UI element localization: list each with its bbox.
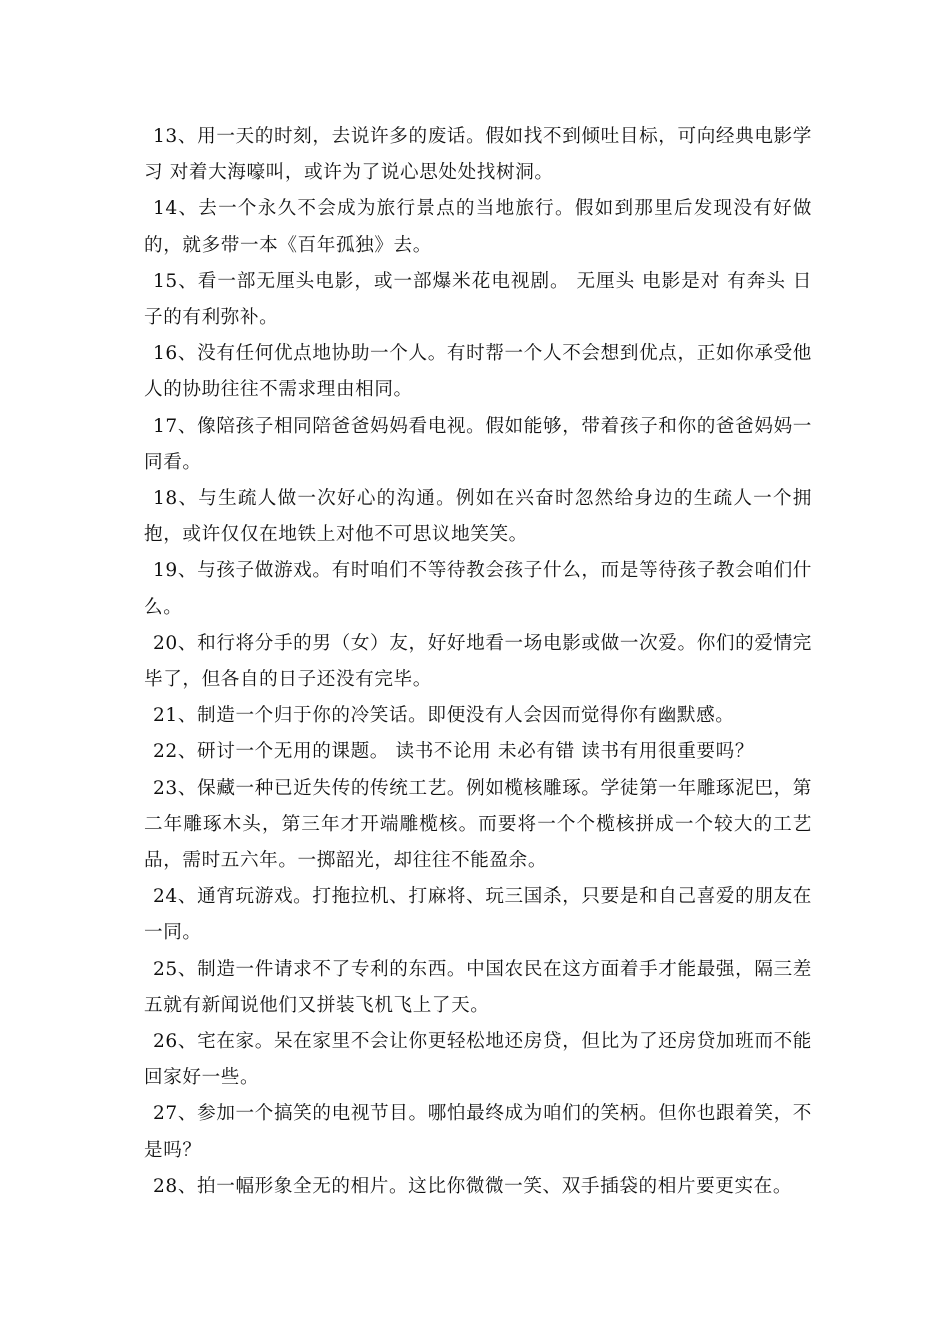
paragraph-22: 22、研讨一个无用的课题。 读书不论用 未必有错 读书有用很重要吗？ bbox=[153, 741, 755, 763]
document-body bbox=[144, 119, 812, 1205]
paragraph-13: 13、用一天的时刻，去说许多的废话。假如找不到倾吐目标，可向经典电影学习 对着大海嚎叫，或许为了说心思处处找树洞。 bbox=[144, 126, 812, 184]
paragraph-28: 28、拍一幅形象全无的相片。这比你微微一笑、双手插袋的相片要更实在。 bbox=[153, 1175, 793, 1197]
paragraph-23: 23、保藏一种已近失传的传统工艺。例如榄核雕琢。学徒第一年雕琢泥巴，第二年雕琢木头，第三年才开端雕榄核。而要将一个个榄核拼成一个较大的工艺品，需时五六年。一掷韶光，却往往不能盈余。 bbox=[144, 777, 812, 872]
paragraph-14: 14、去一个永久不会成为旅行景点的当地旅行。假如到那里后发现没有好做的，就多带一本《百年孤独》去。 bbox=[144, 198, 812, 256]
paragraph-26: 26、宅在家。呆在家里不会让你更轻松地还房贷，但比为了还房贷加班而不能回家好一些。 bbox=[144, 1031, 812, 1089]
paragraph-20: 20、和行将分手的男（女）友，好好地看一场电影或做一次爱。你们的爱情完毕了，但各自的日子还没有完毕。 bbox=[144, 632, 812, 691]
paragraph-25: 25、制造一件请求不了专利的东西。中国农民在这方面着手才能最强，隔三差五就有新闻说他们又拼装飞机飞上了天。 bbox=[144, 958, 812, 1016]
paragraph-19: 19、与孩子做游戏。有时咱们不等待教会孩子什么，而是等待孩子教会咱们什么。 bbox=[144, 560, 812, 618]
paragraph-15: 15、看一部无厘头电影，或一部爆米花电视剧。 无厘头 电影是对 有奔头 日子的有利弥补。 bbox=[144, 270, 812, 329]
paragraph-16: 16、没有任何优点地协助一个人。有时帮一个人不会想到优点，正如你承受他人的协助往往不需求理由相同。 bbox=[144, 343, 812, 401]
paragraph-21: 21、制造一个归于你的冷笑话。即便没有人会因而觉得你有幽默感。 bbox=[153, 705, 735, 727]
paragraph-17: 17、像陪孩子相同陪爸爸妈妈看电视。假如能够，带着孩子和你的爸爸妈妈一同看。 bbox=[144, 415, 812, 473]
paragraph-18: 18、与生疏人做一次好心的沟通。例如在兴奋时忽然给身边的生疏人一个拥抱，或许仅仅在地铁上对他不可思议地笑笑。 bbox=[144, 488, 812, 546]
paragraph-24: 24、通宵玩游戏。打拖拉机、打麻将、玩三国杀，只要是和自己喜爱的朋友在一同。 bbox=[144, 886, 812, 944]
paragraph-27: 27、参加一个搞笑的电视节目。哪怕最终成为咱们的笑柄。但你也跟着笑，不是吗？ bbox=[144, 1103, 812, 1161]
